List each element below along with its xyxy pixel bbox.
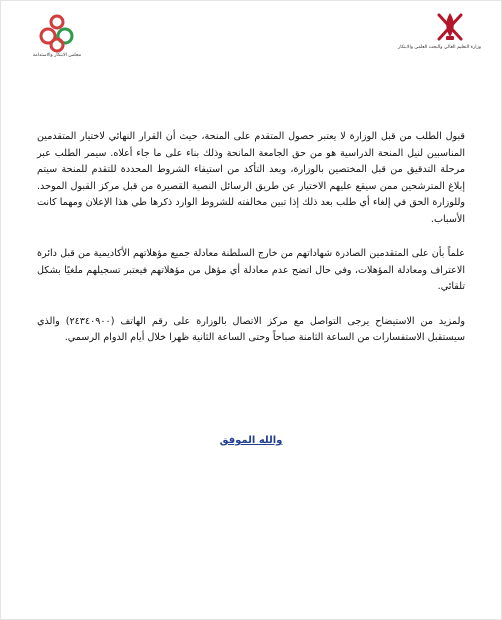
ministry-logo [398, 9, 481, 50]
paragraph-acceptance: قبول الطلب من قبل الوزارة لا يعتبر حصول المتقدم على المنحة، حيث أن القرار النهائي لاختيار المتقدمين المناسبين لنيل المنحة الدراسية هو من حق الجامعة المانحة وذلك بناء على ما جاء أعلاه. سيمر الطلب عبر مرحلة التدقيق من قبل المختصين بالوزارة، وبعد التأكد من استيفاء الشروط المحددة للتقدم للمنحة سيتم إبلاغ المترشحين ممن سيقع عليهم الاختيار عن طريق الرسائل النصية القصيرة من قبل مركز القبول الموحد. وللوزارة الحق في إلغاء أي طلب بعد ذلك إذا تبين مخالفته للشروط الوارد ذكرها طي هذا الإعلان ومهما كانت الأسباب. [37, 131, 465, 225]
paragraph-equivalence: علماً بأن على المتقدمين الصادرة شهاداتهم من خارج السلطنة معادلة جميع مؤهلاتهم الأكاديمية من قبل دائرة الاعتراف ومعادلة المؤهلات، وفي حال اتضح عدم معادلة أي مؤهل من مؤهلاتهم فيعتبر تسجيلهم ملغيًا بشكل تلقائي. [37, 248, 465, 292]
paragraph-contact: ولمزيد من الاستيضاح يرجى التواصل مع مركز الاتصال بالوزارة على رقم الهاتف (٢٤٣٤٠٩٠٠) والذي سيستقبل الاستفسارات من الساعة الثامنة صباحاً وحتى الساعة الثانية ظهرا خلال أيام الدوام الرسمي. [37, 315, 466, 343]
ministry-logo-caption: وزارة التعليم العالي والبحث العلمي والابتكار [398, 45, 481, 50]
stacked-circles-emblem-icon [35, 13, 79, 53]
announcement-body [37, 129, 465, 347]
closing-line: والله الموفق [219, 435, 283, 446]
council-logo-caption: مجلس الابتكار والاستدامة [32, 53, 82, 58]
council-logo [27, 13, 87, 58]
national-emblem-icon [433, 9, 467, 45]
